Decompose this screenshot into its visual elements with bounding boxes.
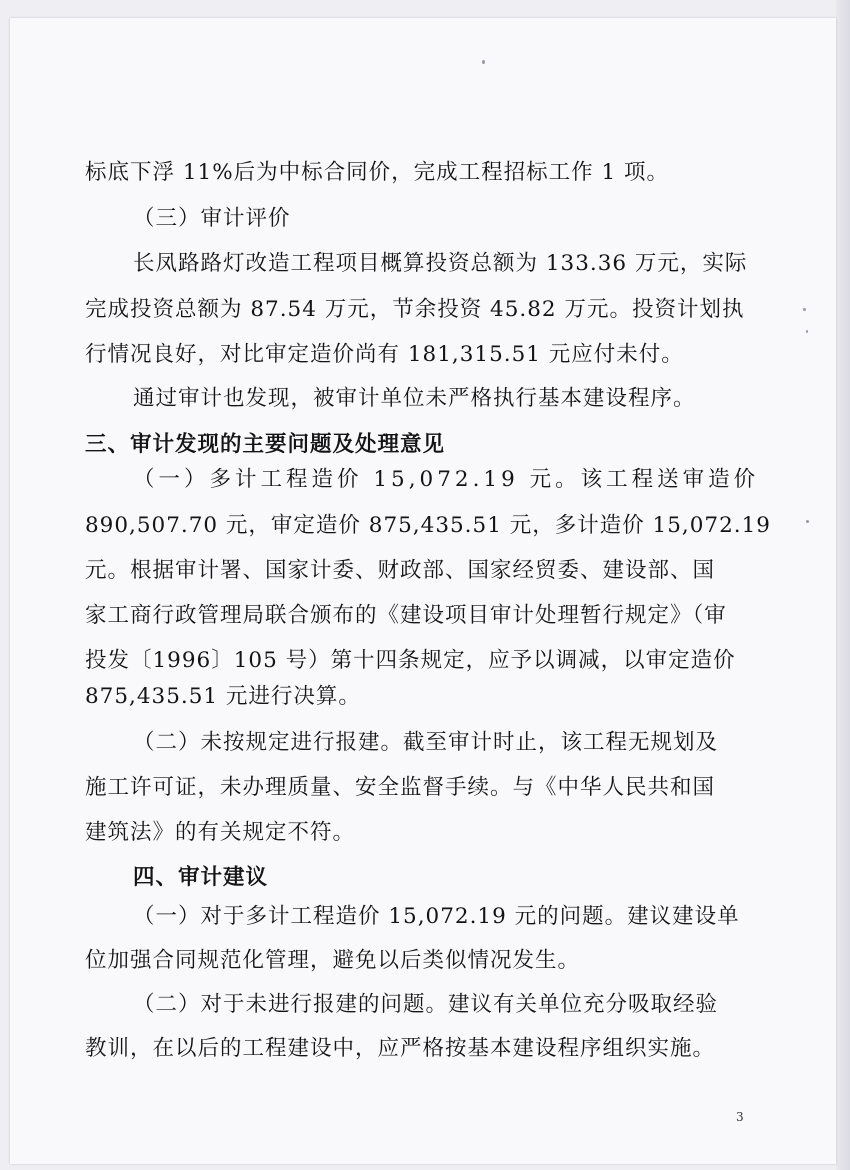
scan-speck (803, 308, 806, 311)
paragraph-line: 长凤路路灯改造工程项目概算投资总额为 133.36 万元，实际 (133, 251, 748, 276)
paragraph-line: （一）多计工程造价 15,072.19 元。该工程送审造价 (133, 467, 760, 492)
page-number: 3 (736, 1110, 744, 1124)
paragraph-line: 施工许可证，未办理质量、安全监督手续。与《中华人民共和国 (85, 775, 716, 800)
section-heading-problems: 三、审计发现的主要问题及处理意见 (85, 432, 446, 457)
paragraph-line: 行情况良好，对比审定造价尚有 181,315.51 元应付未付。 (85, 342, 684, 367)
paragraph-line: 家工商行政管理局联合颁布的《建设项目审计处理暂行规定》（审 (85, 603, 727, 628)
paragraph-line: 建筑法》的有关规定不符。 (85, 820, 356, 845)
paragraph-line: 位加强合同规范化管理，避免以后类似情况发生。 (85, 948, 581, 973)
scan-speck (806, 520, 809, 523)
paragraph-line: （一）对于多计工程造价 15,072.19 元的问题。建议建设单 (133, 904, 740, 929)
section-heading-recommendations: 四、审计建议 (133, 865, 269, 890)
paragraph-line: 教训，在以后的工程建设中，应严格按基本建设程序组织实施。 (85, 1036, 716, 1061)
paragraph-line: （二）对于未进行报建的问题。建议有关单位充分吸取经验 (133, 992, 719, 1017)
paragraph-line: 完成投资总额为 87.54 万元，节余投资 45.82 万元。投资计划执 (85, 297, 745, 322)
scan-speck (806, 330, 808, 333)
paragraph-line-tender: 标底下浮 11%后为中标合同价，完成工程招标工作 1 项。 (85, 160, 669, 185)
paragraph-line: 890,507.70 元，审定造价 875,435.51 元，多计造价 15,072.19 (85, 513, 771, 538)
paragraph-line: （二）未按规定进行报建。截至审计时止，该工程无规划及 (133, 730, 719, 755)
scan-speck (482, 60, 485, 64)
scan-edge (836, 0, 850, 1170)
paragraph-line: 投发〔1996〕105 号）第十四条规定，应予以调减，以审定造价 (85, 648, 736, 673)
paragraph-line: 元。根据审计署、国家计委、财政部、国家经贸委、建设部、国 (85, 558, 716, 583)
paragraph-line: 875,435.51 元进行决算。 (85, 684, 361, 709)
paragraph-line: 通过审计也发现，被审计单位未严格执行基本建设程序。 (133, 386, 696, 411)
section-heading-audit-evaluation: （三）审计评价 (133, 206, 291, 231)
